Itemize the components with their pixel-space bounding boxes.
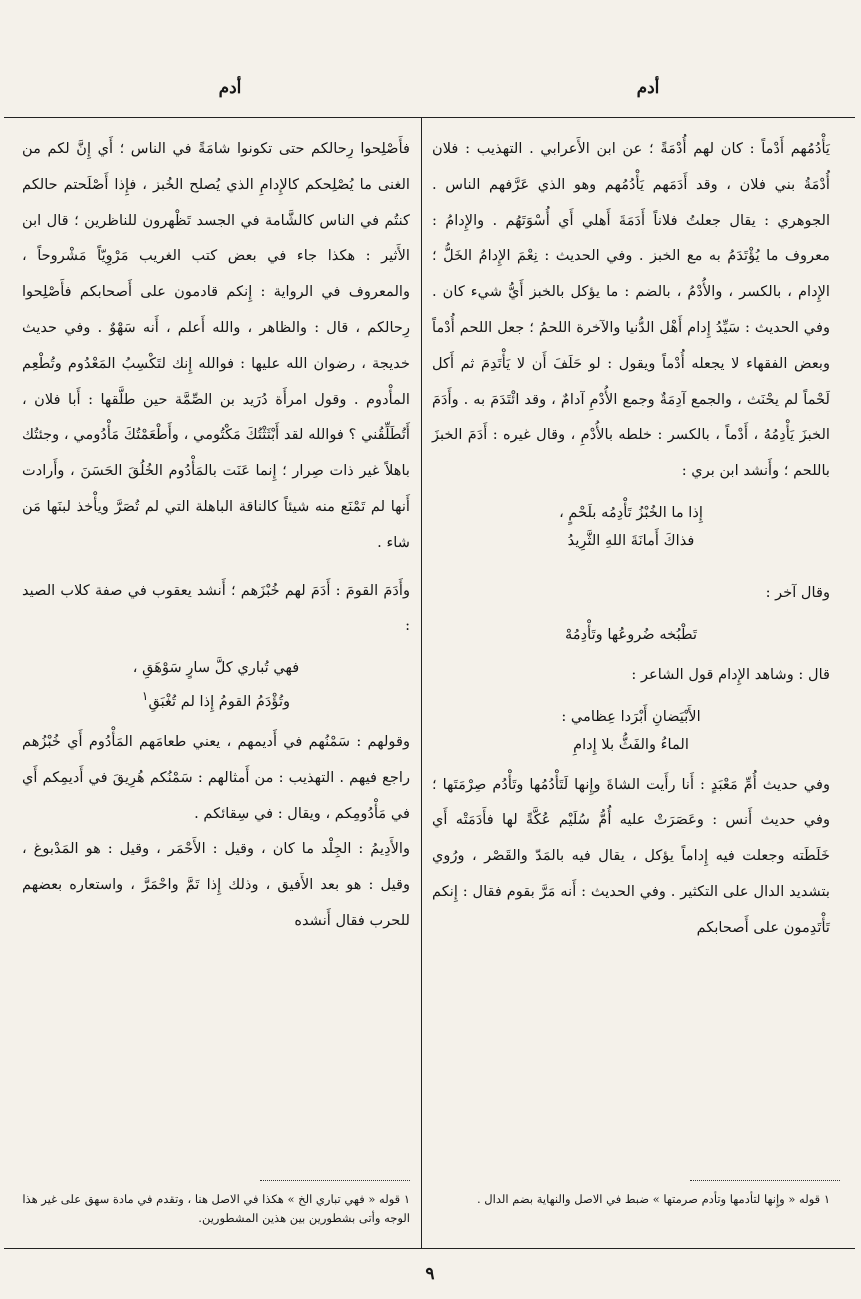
left-paragraph-3: وقولهم : سَمْنُهم في أَديمهم ، يعني طعامَهم المَأْدُوم أَي خُبْزُهم راجع فيهم . التهذيب : من أَمثالهم : سَمْنُكم هُرِيقَ في أَديمِكم أَي في مَأْدُومِكم ، ويقال : في سِقائكم .	[22, 733, 410, 822]
header-rule	[4, 117, 855, 118]
verse-line: إِذا ما الخُبْزُ تَأْدِمُه بلَحْمٍ ،	[559, 503, 703, 521]
verse-line: الماءُ والفَثُّ بلا إِدامِ	[573, 735, 689, 753]
verse-line: فهي تُباري كلَّ سارٍ سَوْهَقِ ،	[132, 659, 300, 677]
right-paragraph-4: وفي حديث أُمِّ مَعْبَدٍ : أَنا رأَيت الشاةَ وإِنها لَتَأْدُمُها وتَأْدُم صِرْمَتَها ؛ وفي حديث أَنس : وعَصَرَتْ عليه أُمُّ سُلَيْم عُكَّةً لها فأَدَمَتْه أَي خَلَطَته وجعلت فيه إِداماً يؤكل ، يقال فيه بالمَدّ والقَصْر ، ورُوي بتشديد الدال على التكثير . وفي الحديث : أَنه مَرَّ بقوم فقال : إِنكم تَأْتَدِمون على أَصحابكم	[432, 775, 830, 936]
footer-rule	[4, 1248, 855, 1249]
column-divider	[421, 118, 422, 1248]
right-column	[432, 131, 830, 946]
verse-line: الأَبْيَضانِ أَبْرَدا عِظامي :	[561, 707, 701, 725]
right-verse-3	[432, 703, 830, 759]
page-number: ٩	[425, 1264, 435, 1284]
running-header-right: أدم	[636, 78, 660, 98]
verse-line: فذاكَ أَمانَةَ اللهِ الثَّرِيدُ	[567, 531, 695, 549]
footnote-rule-left	[260, 1180, 410, 1181]
running-header-left: أدم	[218, 78, 242, 98]
left-column	[22, 131, 410, 939]
right-paragraph-2: وقال آخر :	[765, 583, 830, 601]
left-verse-1	[22, 654, 410, 716]
right-paragraph-1: يَأْدُمُهم أَدْماً : كان لهم أُدْمَةً ؛ عن ابن الأَعرابي . التهذيب : فلان أُدْمَةُ بني فلان ، وقد أَدَمَهم يَأْدُمُهم وهو الذي عَرَّفهم الناس . الجوهري : يقال جعلتُ فلاناً أَدَمَةَ أَهلي أَي أُسْوَتَهُم . والإِدامُ : معروف ما يُؤْتَدَمُ به مع الخبز . وفي الحديث : نِعْمَ الإِدامُ الخَلُّ ؛ الإِدام ، بالكسر ، والأُدْمُ ، بالضم : ما يؤكل بالخبز أَيُّ شيء كان . وفي الحديث : سَيِّدُ إِدام أَهْل الدُّنيا والآخرة اللحمُ ؛ جعل اللحم أُدْماً وبعض الفقهاء لا يجعله أُدْماً ويقول : لو حَلَفَ أَن لا يَأْتَدِمَ ثم أَكل لَحْماً لم يحْنَث ، والجمع آدِمَةٌ وجمع الأُدْمِ آدامٌ ، وقد ائْتَدَمَ به . وأَدَمَ الخبزَ يَأْدِمُهُ ، أَدْماً ، بالكسر : خلطه بالأُدْمِ ، وقال غيره : أَدَمَ الخبزَ باللحم ؛ وأَنشد ابن بري :	[432, 140, 830, 480]
left-paragraph-4: والأَدِيمُ : الجِلْد ما كان ، وقيل : الأَحْمَر ، وقيل : هو المَدْبوغ ، وقيل : هو بعد الأَفيق ، وذلك إِذا تَمَّ واحْمَرَّ ، واستعاره بعضهم للحرب فقال أَنشده	[22, 840, 410, 929]
verse-line: تَطْبُخه ضُروعُها وتَأْدِمُهْ	[564, 625, 698, 643]
footnote-right: ١ قوله « وإِنها لتأدمها وتأدم صرمتها » ضبط في الاصل والنهاية بضم الدال .	[476, 1192, 830, 1206]
verse-line: وتُؤْدَمُ القومُ إِذا لم تُغْبَقِ$^١$	[141, 689, 291, 711]
left-paragraph-1: فأَصْلِحوا رِحالكم حتى تكونوا شامَةً في الناس ؛ أَي إِنَّ لكم من الغنى ما يُصْلِحكم كالإِدامِ الذي يُصلح الخُبز ، فإِذا أَصْلَحتم حالكم كنتُم في الناس كالشَّامة في الجسد تَظْهرون للناظرين ؛ قال ابن الأَثير : هكذا جاء في بعض كتب الغريب مَرْوِيّاً مَشْروحاً ، والمعروف في الرواية : إِنكم قادمون على أَصحابكم فأَصْلِحوا رِحالكم ، قال : والظاهر ، والله أَعلم ، أَنه سَهْوٌ . وفي حديث خديجة ، رضوان الله عليها : فوالله إِنك لتَكْسِبُ المَعْدُوم وتُطْعِم المأْدوم . وقول امرأَة دُرَيد بن الصِّمَّة حين طلَّقها : أَبا فلان ، أَتُطَلِّقُني ؟ فوالله لقد أَبْثَثْتُكَ مَكْتُومي ، وأَطْعَمْتُكَ مَأْدُومي ، وجئتُك باهلاً غير ذات صِرار ؛ إِنما عَنَت بالمَأْدُوم الخُلُقَ الحَسَنَ ، وأَرادت أَنها لم تَمْنَع منه شيئاً كالناقة الباهلة التي لم تُصَرَّ ويأْخذ لبنَها مَن شاء .	[22, 140, 410, 551]
right-paragraph-3: قال : وشاهد الإِدام قول الشاعر :	[631, 665, 830, 683]
left-paragraph-2: وأَدَمَ القومَ : أَدَمَ لهم خُبْزَهم ؛ أَنشد يعقوب في صفة كلاب الصيد :	[22, 581, 410, 635]
footnote-marker: ١	[141, 689, 149, 704]
footnote-rule-right	[690, 1180, 840, 1181]
footnote-left: ١ قوله « فهي تباري الخ » هكذا في الاصل هنا ، وتقدم في مادة سهق على غير هذا الوجه وأتى بشطورين بين هذين المشطورين.	[22, 1192, 410, 1225]
right-verse-2	[432, 621, 830, 649]
right-verse-1	[432, 499, 830, 555]
